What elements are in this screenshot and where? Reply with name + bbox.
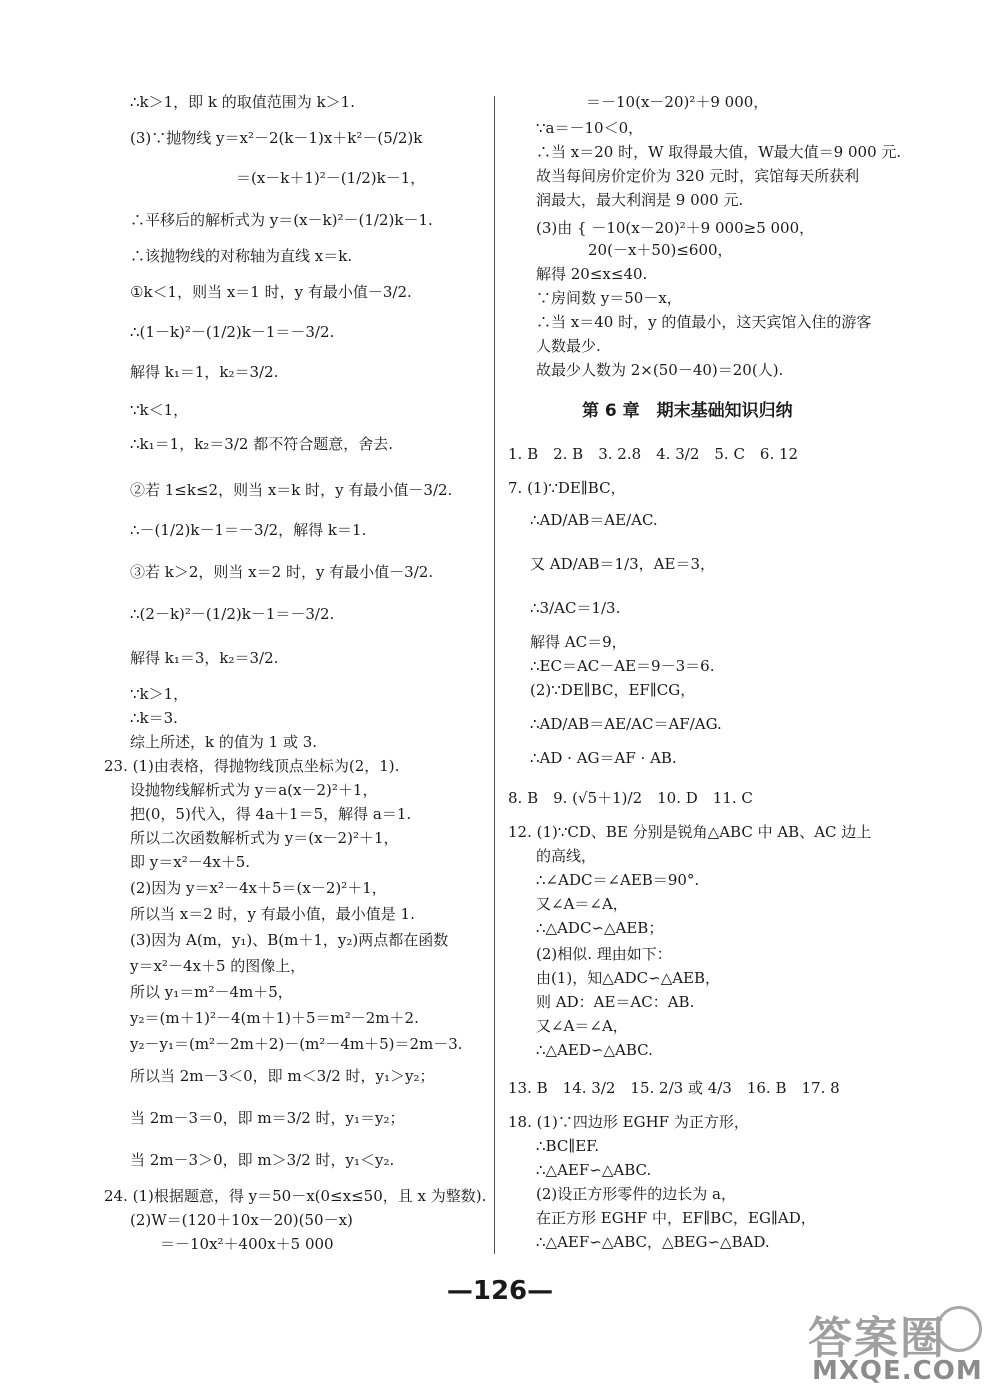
right-line: 18. (1)∵四边形 EGHF 为正方形， <box>508 1113 749 1131</box>
left-line: 解得 k₁＝3，k₂＝3/2. <box>130 649 279 667</box>
right-line: ∴AD/AB＝AE/AC＝AF/AG. <box>530 715 722 733</box>
left-line: ①k＜1，则当 x＝1 时，y 有最小值－3/2. <box>130 283 412 301</box>
right-line: ∴当 x＝20 时，W 取得最大值，W最大值＝9 000 元. <box>536 143 902 161</box>
column-divider <box>494 96 495 1254</box>
left-line: 所以当 x＝2 时，y 有最小值，最小值是 1. <box>130 905 415 923</box>
left-line: ∵k＞1， <box>130 685 189 703</box>
left-line: 设抛物线解析式为 y＝a(x－2)²＋1， <box>130 781 378 799</box>
left-line: (2)W＝(120＋10x－20)(50－x) <box>130 1211 353 1229</box>
watermark-logo <box>790 1302 990 1388</box>
left-line: ∴(1－k)²－(1/2)k－1＝－3/2. <box>130 323 335 341</box>
right-line: 润最大，最大利润是 9 000 元. <box>536 191 744 209</box>
left-line: ③若 k＞2，则当 x＝2 时，y 有最小值－3/2. <box>130 563 434 581</box>
right-line: (2)设正方形零件的边长为 a， <box>536 1185 736 1203</box>
right-line: ∴∠ADC＝∠AEB＝90°. <box>536 871 700 889</box>
page-number: —126— <box>446 1276 554 1306</box>
left-line: ∴(2－k)²－(1/2)k－1＝－3/2. <box>130 605 335 623</box>
left-line: ∴该抛物线的对称轴为直线 x＝k. <box>130 247 353 265</box>
right-line: 1. B 2. B 3. 2.8 4. 3/2 5. C 6. 12 <box>508 445 799 463</box>
left-line: y₂－y₁＝(m²－2m＋2)－(m²－4m＋5)＝2m－3. <box>130 1035 463 1053</box>
right-line: 又∠A＝∠A， <box>536 895 628 913</box>
right-line: ∴AD/AB＝AE/AC. <box>530 511 658 529</box>
right-line: ∴EC＝AC－AE＝9－3＝6. <box>530 657 715 675</box>
left-line: ∴k＞1，即 k 的取值范围为 k＞1. <box>130 93 355 111</box>
left-line: 24. (1)根据题意，得 y＝50－x(0≤x≤50，且 x 为整数). <box>104 1187 487 1205</box>
right-line: 人数最少. <box>536 337 601 355</box>
right-line: ∴△ADC∽△AEB； <box>536 919 664 937</box>
left-line: 即 y＝x²－4x＋5. <box>130 853 251 871</box>
left-line: (2)因为 y＝x²－4x＋5＝(x－2)²＋1， <box>130 879 387 897</box>
right-line: ∵房间数 y＝50－x， <box>536 289 682 307</box>
left-line: 所以 y₁＝m²－4m＋5， <box>130 983 293 1001</box>
right-line: ∴△AEF∽△ABC，△BEG∽△BAD. <box>536 1233 770 1251</box>
left-line: 当 2m－3＝0，即 m＝3/2 时，y₁＝y₂； <box>130 1109 405 1127</box>
right-line: 又 AD/AB＝1/3，AE＝3， <box>530 555 716 573</box>
right-line: 12. (1)∵CD、BE 分别是锐角△ABC 中 AB、AC 边上 <box>508 823 872 841</box>
left-line: ∴k＝3. <box>130 709 178 727</box>
left-line: ∴－(1/2)k－1＝－3/2，解得 k＝1. <box>130 521 367 539</box>
right-line: ∴BC∥EF. <box>536 1137 600 1155</box>
right-line: 故当每间房价定价为 320 元时，宾馆每天所获利 <box>536 167 860 185</box>
left-line: ＝(x－k＋1)²－(1/2)k－1， <box>236 169 426 187</box>
watermark-url: MXQE.COM <box>812 1356 983 1386</box>
watermark-title: 答案圈 <box>808 1313 946 1364</box>
right-line: 20(－x＋50)≤600， <box>588 241 733 259</box>
left-line: 所以当 2m－3＜0，即 m＜3/2 时，y₁＞y₂； <box>130 1067 435 1085</box>
left-line: ∴平移后的解析式为 y＝(x－k)²－(1/2)k－1. <box>130 211 433 229</box>
left-line: 当 2m－3＞0，即 m＞3/2 时，y₁＜y₂. <box>130 1151 395 1169</box>
right-line: ∴当 x＝40 时，y 的值最小，这天宾馆入住的游客 <box>536 313 872 331</box>
chapter-heading: 第 6 章 期末基础知识归纳 <box>582 401 793 421</box>
left-line: 所以二次函数解析式为 y＝(x－2)²＋1， <box>130 829 399 847</box>
right-line: ∴AD · AG＝AF · AB. <box>530 749 677 767</box>
right-line: (2)∵DE∥BC，EF∥CG， <box>530 681 696 699</box>
right-line: (2)相似. 理由如下： <box>536 945 672 963</box>
right-line: ＝－10(x－20)²＋9 000， <box>586 93 769 111</box>
right-line: 由(1)，知△ADC∽△AEB， <box>536 969 721 987</box>
right-line: 的高线， <box>536 847 597 865</box>
right-line: 故最少人数为 2×(50－40)＝20(人). <box>536 361 784 379</box>
left-line: 综上所述，k 的值为 1 或 3. <box>130 733 318 751</box>
right-line: ∴3/AC＝1/3. <box>530 599 621 617</box>
left-line: (3)∵抛物线 y＝x²－2(k－1)x＋k²－(5/2)k <box>130 129 423 147</box>
left-line: ②若 1≤k≤2，则当 x＝k 时，y 有最小值－3/2. <box>130 481 453 499</box>
left-line: y＝x²－4x＋5 的图像上， <box>130 957 306 975</box>
left-line: 把(0，5)代入，得 4a＋1＝5，解得 a＝1. <box>130 805 412 823</box>
right-line: 7. (1)∵DE∥BC， <box>508 479 626 497</box>
right-line: 在正方形 EGHF 中，EF∥BC，EG∥AD， <box>536 1209 816 1227</box>
right-line: 13. B 14. 3/2 15. 2/3 或 4/3 16. B 17. 8 <box>508 1079 840 1097</box>
right-line: ∴△AED∽△ABC. <box>536 1041 653 1059</box>
left-line: ∵k＜1， <box>130 401 189 419</box>
left-line: y₂＝(m＋1)²－4(m＋1)＋5＝m²－2m＋2. <box>130 1009 419 1027</box>
left-line: ∴k₁＝1，k₂＝3/2 都不符合题意，舍去. <box>130 435 393 453</box>
left-line: 解得 k₁＝1，k₂＝3/2. <box>130 363 279 381</box>
left-line: 23. (1)由表格，得抛物线顶点坐标为(2，1). <box>104 757 400 775</box>
right-line: 8. B 9. (√5＋1)/2 10. D 11. C <box>508 789 753 807</box>
right-line: 又∠A＝∠A， <box>536 1017 628 1035</box>
right-line: 解得 20≤x≤40. <box>536 265 648 283</box>
left-line: (3)因为 A(m，y₁)、B(m＋1，y₂)两点都在函数 <box>130 931 449 949</box>
right-line: 则 AD：AE＝AC：AB. <box>536 993 695 1011</box>
right-line: (3)由 { －10(x－20)²＋9 000≥5 000， <box>536 219 815 237</box>
right-line: ∵a＝－10＜0， <box>536 119 644 137</box>
right-line: ∴△AEF∽△ABC. <box>536 1161 652 1179</box>
left-line: ＝－10x²＋400x＋5 000 <box>160 1235 334 1253</box>
right-line: 解得 AC＝9， <box>530 633 627 651</box>
